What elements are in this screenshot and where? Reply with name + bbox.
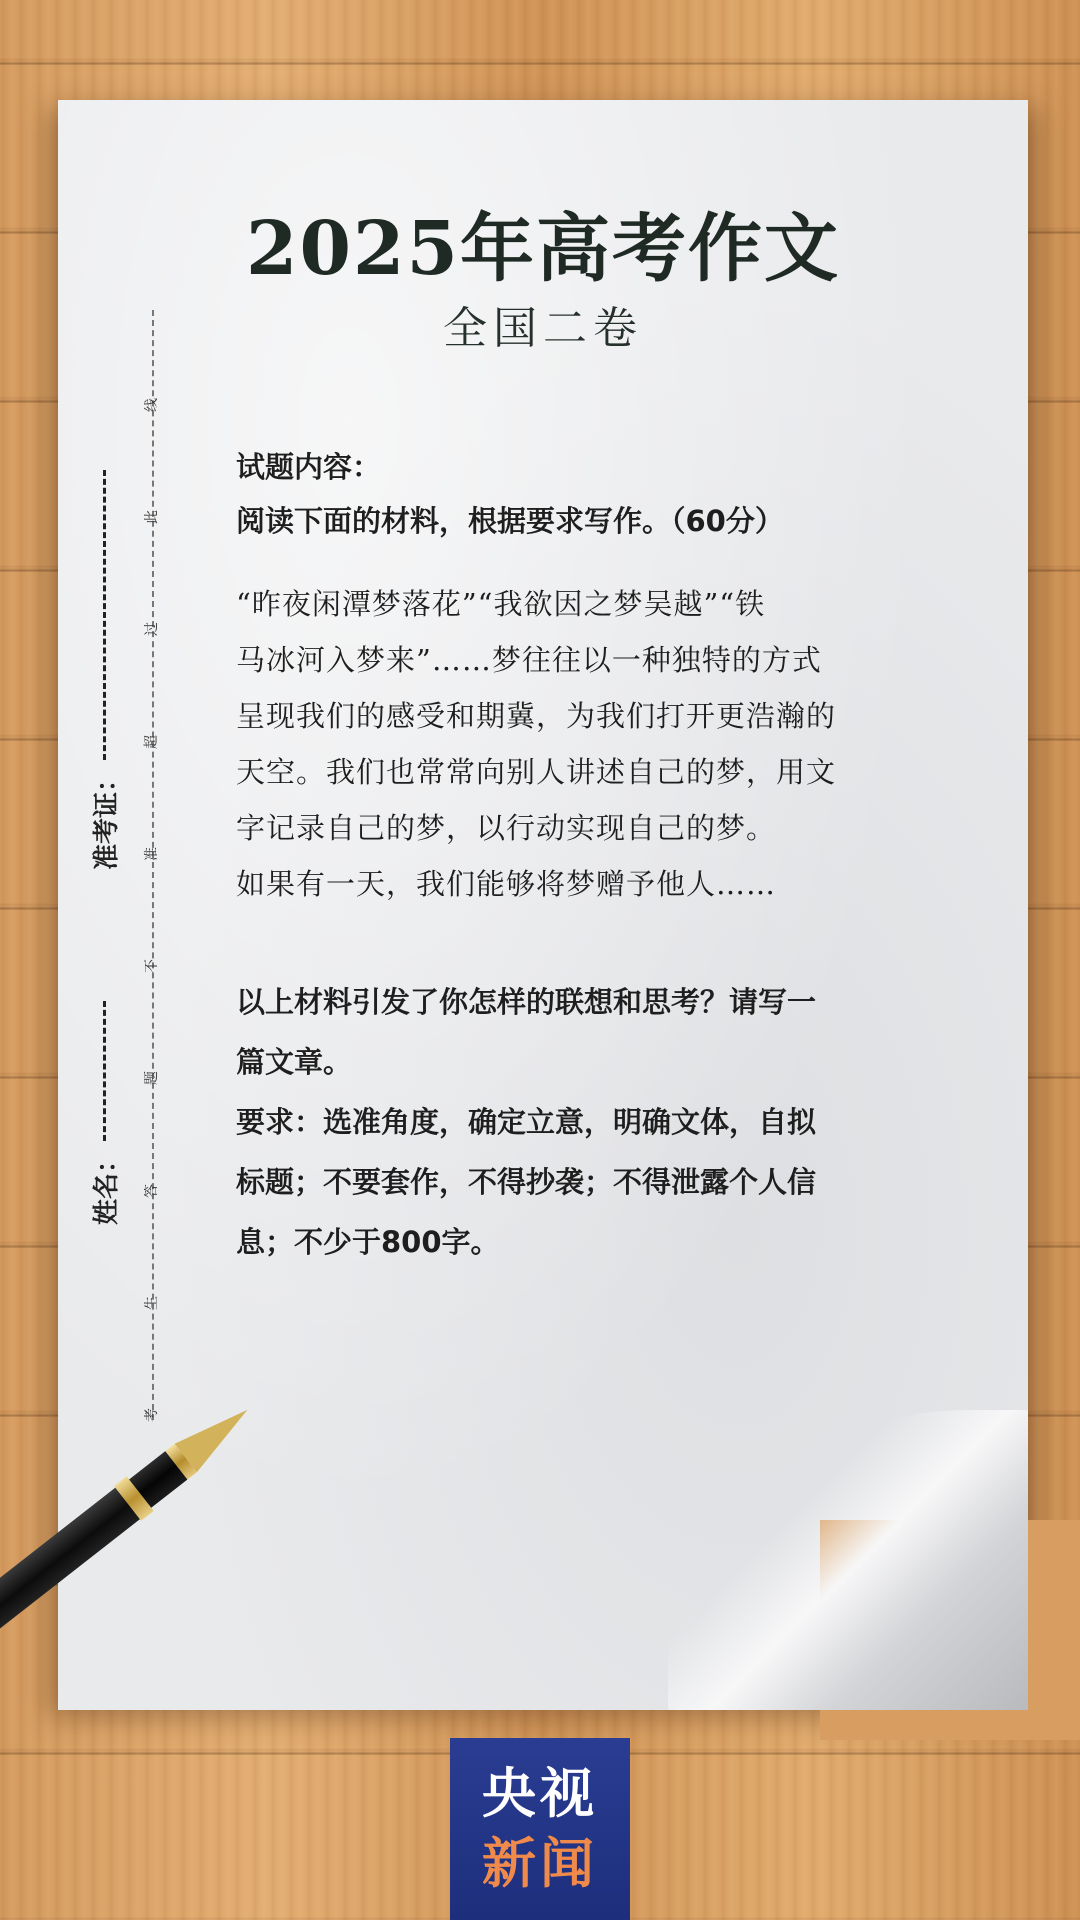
binding-vertical-text [136, 395, 166, 1425]
binding-char: 题 [144, 1071, 160, 1086]
binding-char: 此 [144, 510, 160, 525]
page-subtitle: 全国二卷 [443, 303, 643, 354]
content-label: 试题内容： [236, 450, 382, 484]
logo-line-2: 新闻 [482, 1832, 598, 1895]
prompt-line: 篇文章。 [236, 1045, 353, 1079]
material-line: 天空。我们也常常向别人讲述自己的梦，用文 [236, 755, 837, 789]
binding-char: 线 [144, 398, 160, 412]
binding-char: 准 [144, 846, 160, 861]
binding-char: 不 [144, 959, 160, 974]
material-line: 马冰河入梦来”……梦往往以一种独特的方式 [236, 643, 822, 677]
page-title: 2025年高考作文 [246, 206, 840, 292]
prompt-line: 以上材料引发了你怎样的联想和思考？请写一 [236, 985, 817, 1019]
requirement-line: 息；不少于800字。 [236, 1225, 500, 1259]
question-content [236, 440, 936, 1272]
cctv-news-logo [450, 1738, 630, 1920]
exam-id-label: 准考证： [92, 765, 122, 870]
binding-char: 过 [144, 622, 160, 637]
requirement-line: 标题；不要套作，不得抄袭；不得泄露个人信 [236, 1165, 817, 1199]
material-text [236, 576, 936, 912]
material-line: 字记录自己的梦，以行动实现自己的梦。 [236, 811, 777, 845]
instruction-text: 阅读下面的材料，根据要求写作。（60分） [236, 504, 784, 538]
binding-char: 超 [144, 734, 160, 749]
material-line: “昨夜闲潭梦落花”“我欲因之梦吴越”“铁 [236, 587, 766, 621]
name-label: 姓名： [92, 1146, 122, 1225]
name-field [86, 1001, 123, 1225]
requirement-line: 要求：选准角度，确定立意，明确文体，自拟 [236, 1105, 817, 1139]
requirements-text [236, 1092, 936, 1272]
logo-line-1: 央视 [482, 1762, 598, 1825]
exam-id-blank [103, 470, 106, 760]
prompt-text [236, 972, 936, 1092]
binding-char: 考 [144, 1407, 160, 1422]
binding-char: 答 [144, 1183, 160, 1198]
binding-char: 生 [144, 1295, 160, 1310]
material-line: 如果有一天，我们能够将梦赠予他人…… [236, 867, 777, 901]
material-line: 呈现我们的感受和期冀，为我们打开更浩瀚的 [236, 699, 837, 733]
exam-id-field [86, 470, 123, 870]
name-blank [103, 1001, 106, 1141]
